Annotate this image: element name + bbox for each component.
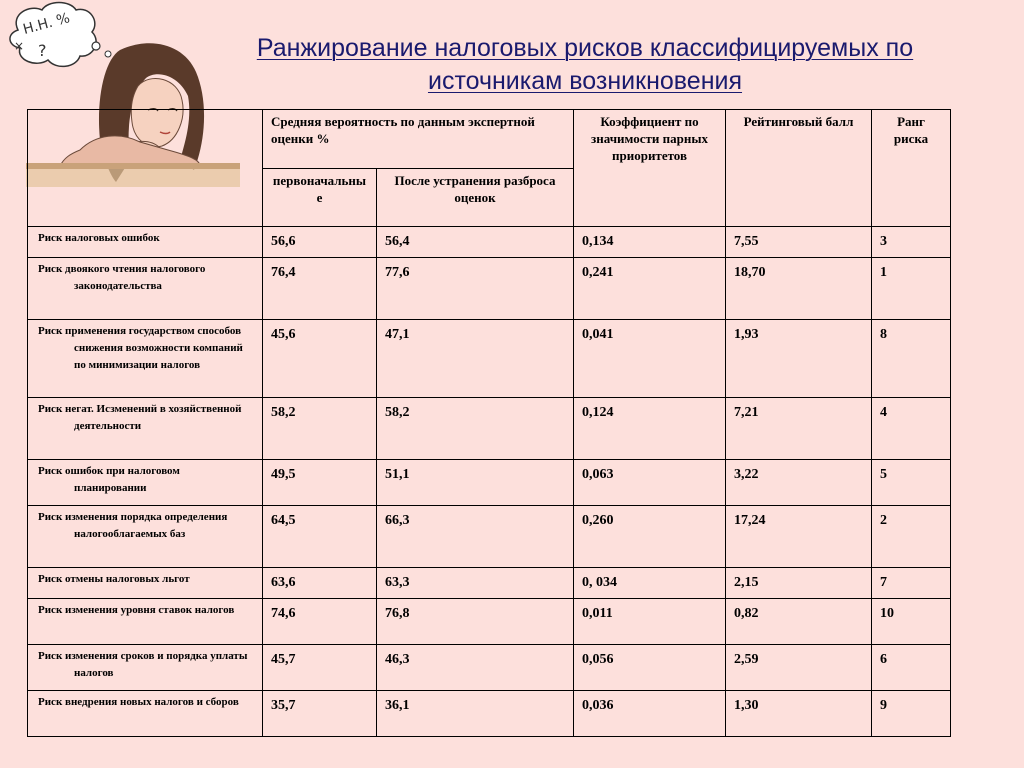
rating-value: 1,93 bbox=[726, 320, 872, 398]
risk-name: Риск изменения уровня ставок налогов bbox=[38, 604, 235, 616]
table-row bbox=[28, 320, 951, 398]
risk-name-cell bbox=[28, 691, 263, 737]
table-row bbox=[28, 460, 951, 506]
initial-value: 64,5 bbox=[263, 506, 377, 568]
rating-value: 7,21 bbox=[726, 398, 872, 460]
risk-name-cell bbox=[28, 227, 263, 258]
rating-value: 3,22 bbox=[726, 460, 872, 506]
risk-name: Риск внедрения новых налогов и сборов bbox=[38, 696, 239, 708]
initial-value: 76,4 bbox=[263, 258, 377, 320]
risk-name-cell bbox=[28, 506, 263, 568]
risk-name: Риск изменения сроков и порядка уплаты налогов bbox=[38, 650, 248, 679]
slide-title bbox=[200, 32, 970, 98]
rank-value: 6 bbox=[872, 645, 951, 691]
risk-name: Риск двоякого чтения налогового законодательства bbox=[38, 263, 206, 292]
risk-name-cell bbox=[28, 398, 263, 460]
coefficient-value: 0,063 bbox=[574, 460, 726, 506]
initial-value: 63,6 bbox=[263, 568, 377, 599]
header-avg-probability: Средняя вероятность по данным экспертной оценки % bbox=[263, 110, 574, 169]
risk-name: Риск негат. Исзменений в хозяйственной деятельности bbox=[38, 403, 242, 432]
rating-value: 17,24 bbox=[726, 506, 872, 568]
risk-name: Риск налоговых ошибок bbox=[38, 232, 160, 244]
rank-value: 3 bbox=[872, 227, 951, 258]
risk-name: Риск ошибок при налоговом планировании bbox=[38, 465, 180, 494]
after-value: 36,1 bbox=[377, 691, 574, 737]
initial-value: 49,5 bbox=[263, 460, 377, 506]
header-initial: первоначальные bbox=[263, 169, 377, 227]
header-after: После устранения разброса оценок bbox=[377, 169, 574, 227]
rating-value: 2,59 bbox=[726, 645, 872, 691]
initial-value: 56,6 bbox=[263, 227, 377, 258]
header-rank: Ранг риска bbox=[872, 110, 951, 227]
table-row bbox=[28, 506, 951, 568]
rank-value: 10 bbox=[872, 599, 951, 645]
title-line-1: Ранжирование налоговых рисков классифицируемых по bbox=[256, 34, 914, 62]
risk-name-cell bbox=[28, 599, 263, 645]
coefficient-value: 0,056 bbox=[574, 645, 726, 691]
header-coefficient: Коэффициент по значимости парных приоритетов bbox=[574, 110, 726, 227]
after-value: 63,3 bbox=[377, 568, 574, 599]
coefficient-value: 0,260 bbox=[574, 506, 726, 568]
coefficient-value: 0,241 bbox=[574, 258, 726, 320]
risk-name-cell bbox=[28, 460, 263, 506]
rank-value: 1 bbox=[872, 258, 951, 320]
header-rating: Рейтинговый балл bbox=[726, 110, 872, 227]
risk-name: Риск изменения порядка определения налогооблагаемых баз bbox=[38, 511, 228, 540]
coefficient-value: 0,041 bbox=[574, 320, 726, 398]
table-row bbox=[28, 258, 951, 320]
rank-value: 9 bbox=[872, 691, 951, 737]
risk-name-cell bbox=[28, 645, 263, 691]
rank-value: 5 bbox=[872, 460, 951, 506]
risk-name: Риск отмены налоговых льгот bbox=[38, 573, 190, 585]
rank-value: 7 bbox=[872, 568, 951, 599]
initial-value: 45,7 bbox=[263, 645, 377, 691]
rating-value: 1,30 bbox=[726, 691, 872, 737]
table-row bbox=[28, 227, 951, 258]
after-value: 46,3 bbox=[377, 645, 574, 691]
thought-bubble-text: Н.Н. % bbox=[21, 10, 72, 39]
after-value: 66,3 bbox=[377, 506, 574, 568]
title-line-2: источникам возникновения bbox=[427, 67, 743, 95]
table-row bbox=[28, 398, 951, 460]
after-value: 51,1 bbox=[377, 460, 574, 506]
risk-name: Риск применения государством способов снижения возможности компаний по минимизации налогов bbox=[38, 325, 243, 371]
risk-name-cell bbox=[28, 320, 263, 398]
question-mark: ? bbox=[38, 41, 47, 60]
initial-value: 45,6 bbox=[263, 320, 377, 398]
risk-name-cell bbox=[28, 258, 263, 320]
rank-value: 4 bbox=[872, 398, 951, 460]
table-row bbox=[28, 599, 951, 645]
header-row-1 bbox=[28, 110, 951, 169]
initial-value: 74,6 bbox=[263, 599, 377, 645]
rank-value: 2 bbox=[872, 506, 951, 568]
rating-value: 7,55 bbox=[726, 227, 872, 258]
after-value: 76,8 bbox=[377, 599, 574, 645]
risk-name-cell bbox=[28, 568, 263, 599]
table-row bbox=[28, 645, 951, 691]
rank-value: 8 bbox=[872, 320, 951, 398]
table-row bbox=[28, 568, 951, 599]
rating-value: 2,15 bbox=[726, 568, 872, 599]
initial-value: 58,2 bbox=[263, 398, 377, 460]
rating-value: 18,70 bbox=[726, 258, 872, 320]
coefficient-value: 0,124 bbox=[574, 398, 726, 460]
after-value: 56,4 bbox=[377, 227, 574, 258]
x-mark: × bbox=[14, 39, 25, 53]
coefficient-value: 0,036 bbox=[574, 691, 726, 737]
risk-ranking-table bbox=[27, 109, 951, 737]
after-value: 58,2 bbox=[377, 398, 574, 460]
after-value: 77,6 bbox=[377, 258, 574, 320]
header-risk-cell bbox=[28, 110, 263, 227]
after-value: 47,1 bbox=[377, 320, 574, 398]
coefficient-value: 0,134 bbox=[574, 227, 726, 258]
table-row bbox=[28, 691, 951, 737]
coefficient-value: 0, 034 bbox=[574, 568, 726, 599]
initial-value: 35,7 bbox=[263, 691, 377, 737]
coefficient-value: 0,011 bbox=[574, 599, 726, 645]
rating-value: 0,82 bbox=[726, 599, 872, 645]
